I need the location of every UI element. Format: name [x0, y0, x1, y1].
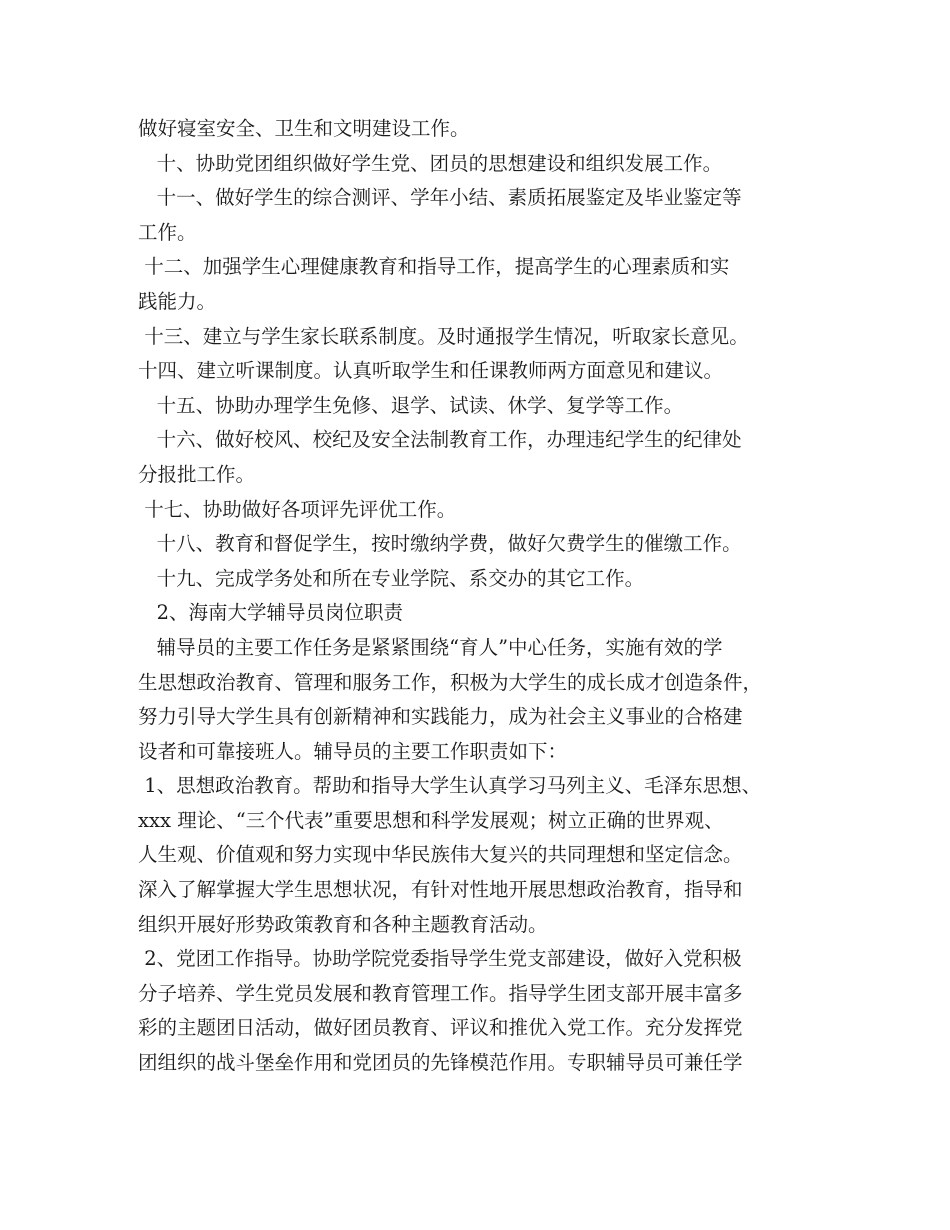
text-line: 组织开展好形势政策教育和各种主题教育活动。	[138, 912, 548, 936]
section-heading: 2、海南大学辅导员岗位职责	[138, 601, 404, 625]
text-line: 生思想政治教育、管理和服务工作，积极为大学生的成长成才创造条件，	[138, 670, 763, 694]
text-line: 十七、协助做好各项评先评优工作。	[138, 497, 457, 521]
text-line: 辅导员的主要工作任务是紧紧围绕“育人”中心任务，实施有效的学	[138, 635, 723, 659]
text-line: 十二、加强学生心理健康教育和指导工作，提高学生的心理素质和实	[138, 255, 730, 279]
text-line: 十九、完成学务处和所在专业学院、系交办的其它工作。	[138, 566, 645, 590]
text-line: 十八、教育和督促学生，按时缴纳学费，做好欠费学生的催缴工作。	[138, 532, 742, 556]
text-line: 工作。	[138, 220, 197, 244]
text-line: 践能力。	[138, 289, 217, 313]
text-line: 分子培养、学生党员发展和教育管理工作。指导学生团支部开展丰富多	[138, 981, 743, 1005]
text-line: 十三、建立与学生家长联系制度。及时通报学生情况，听取家长意见。	[138, 324, 749, 348]
text-line: 分报批工作。	[138, 462, 256, 486]
text-line: xxx 理论、“三个代表”重要思想和科学发展观；树立正确的世界观、	[138, 808, 724, 832]
text-line: 做好寝室安全、卫生和文明建设工作。	[138, 117, 470, 140]
text-line: 十、协助党团组织做好学生党、团员的思想建设和组织发展工作。	[138, 151, 723, 175]
text-line: 人生观、价值观和努力实现中华民族伟大复兴的共同理想和坚定信念。	[138, 843, 743, 867]
text-line: 彩的主题团日活动，做好团员教育、评议和推优入党工作。充分发挥党	[138, 1016, 743, 1040]
document-body	[138, 112, 818, 1081]
text-line: 努力引导大学生具有创新精神和实践能力，成为社会主义事业的合格建	[138, 705, 743, 729]
text-line: 十四、建立听课制度。认真听取学生和任课教师两方面意见和建议。	[138, 359, 724, 383]
text-line: 2、党团工作指导。协助学院党委指导学生党支部建设，做好入党积极	[138, 947, 742, 971]
text-line: 十六、做好校风、校纪及安全法制教育工作，办理违纪学生的纪律处	[138, 428, 742, 452]
text-line: 团组织的战斗堡垒作用和党团员的先锋模范作用。专职辅导员可兼任学	[138, 1051, 743, 1075]
text-line: 1、思想政治教育。帮助和指导大学生认真学习马列主义、毛泽东思想、	[138, 774, 762, 798]
text-line: 十五、协助办理学生免修、退学、试读、休学、复学等工作。	[138, 393, 684, 417]
text-line: 设者和可靠接班人。辅导员的主要工作职责如下：	[138, 739, 568, 763]
text-line: 深入了解掌握大学生思想状况，有针对性地开展思想政治教育，指导和	[138, 878, 743, 902]
text-line: 十一、做好学生的综合测评、学年小结、素质拓展鉴定及毕业鉴定等	[138, 186, 742, 210]
